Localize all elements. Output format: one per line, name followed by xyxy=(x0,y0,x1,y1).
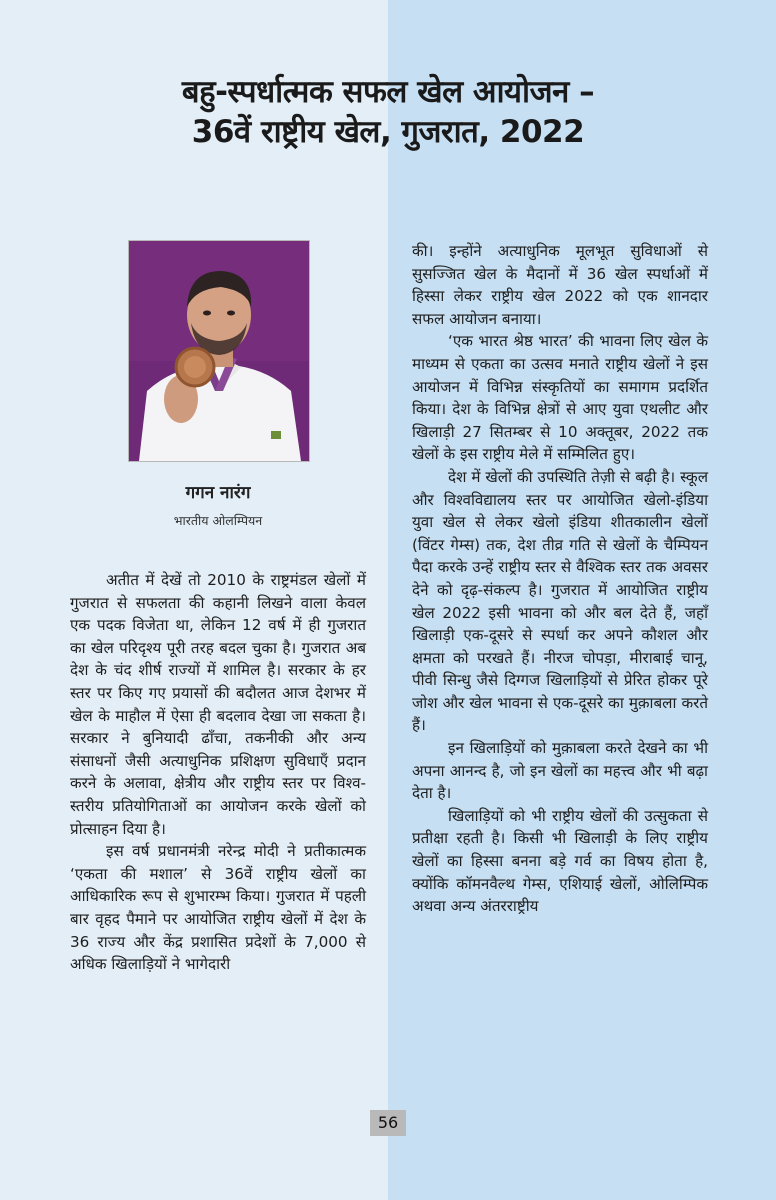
left-column xyxy=(70,569,366,976)
left-paragraph-2: इस वर्ष प्रधानमंत्री नरेन्द्र मोदी ने प्रतीकात्मक ‘एकता की मशाल’ से 36वें राष्ट्रीय खेलों का आधिकारिक रूप से शुभारम्भ किया। गुजरात में पहली बार वृहद पैमाने पर आयोजित राष्ट्रीय खेलों में देश के 36 राज्य और केंद्र प्रशासित प्रदेशों के 7,000 से अधिक खिलाड़ियों ने भागेदारी xyxy=(70,842,366,974)
article-title xyxy=(40,72,736,152)
caption-name: गगन नारंग xyxy=(185,483,251,503)
right-paragraph-3: देश में खेलों की उपस्थिति तेज़ी से बढ़ी है। स्कूल और विश्वविद्यालय स्तर पर आयोजित खेलो-इंडिया युवा खेल से लेकर खेलो इंडिया शीतकालीन खेलों (विंटर गेम्स) तक, देश तीव्र गति से खेलों के चैम्पियन पैदा करके उन्हें राष्ट्रीय स्तर से वैश्विक स्तर तक अवसर देने को दृढ़-संकल्प है। गुजरात में आयोजित राष्ट्रीय खेल 2022 इसी भावना को और बल देते हैं, जहाँ खिलाड़ी एक-दूसरे से स्पर्धा कर अपने कौशल और क्षमता को परखते हैं। नीरज चोपड़ा, मीराबाई चानू, पीवी सिन्धु जैसे दिग्गज खिलाड़ियों से प्रेरित होकर पूरे जोश और खेल भावना से एक-दूसरे का मुक़ाबला करते हैं। xyxy=(412,467,708,735)
portrait-illustration xyxy=(129,241,309,461)
right-paragraph-1: की। इन्होंने अत्याधुनिक मूलभूत सुविधाओं से सुसज्जित खेल के मैदानों में 36 खेल स्पर्धाओं में हिस्सा लेकर राष्ट्रीय खेल 2022 को एक शानदार सफल आयोजन बनाया। xyxy=(412,242,708,328)
right-paragraph-5: खिलाड़ियों को भी राष्ट्रीय खेलों की उत्सुकता से प्रतीक्षा रहती है। किसी भी खिलाड़ी के लिए राष्ट्रीय खेलों का हिस्सा बनना बड़े गर्व का विषय होता है, क्योंकि कॉमनवैल्थ गेम्स, एशियाई खेलों, ओलिम्पिक अथवा अन्य अंतरराष्ट्रीय xyxy=(412,806,708,916)
right-paragraph-4: इन खिलाड़ियों को मुक़ाबला करते देखने का भी अपना आनन्द है, जो इन खेलों का महत्त्व और भी बढ़ा देता है। xyxy=(412,739,708,803)
page-number: 56 xyxy=(370,1110,406,1136)
right-column xyxy=(412,240,708,918)
portrait-photo xyxy=(128,240,310,462)
article-title-line-1: बहु-स्पर्धात्मक सफल खेल आयोजन – xyxy=(181,74,595,110)
article-title-line-2: 36वें राष्ट्रीय खेल, गुजरात, 2022 xyxy=(191,114,585,150)
caption-role: भारतीय ओलम्पियन xyxy=(173,513,263,528)
right-paragraph-2: ‘एक भारत श्रेष्ठ भारत’ की भावना लिए खेल के माध्यम से एकता का उत्सव मनाते राष्ट्रीय खेलों ने इस आयोजन में विभिन्न संस्कृतियों का समागम प्रदर्शित किया। देश के विभिन्न क्षेत्रों से आए युवा एथलीट और खिलाड़ी 27 सितम्बर से 10 अक्तूबर, 2022 तक खेलों के इस राष्ट्रीय मेले में सम्मिलित हुए। xyxy=(412,332,708,464)
left-paragraph-1: अतीत में देखें तो 2010 के राष्ट्रमंडल खेलों में गुजरात से सफलता की कहानी लिखने वाला केवल एक पदक विजेता था, लेकिन 12 वर्ष में ही गुजरात का खेल परिदृश्य पूरी तरह बदल चुका है। गुजरात अब देश के चंद शीर्ष राज्यों में शामिल है। सरकार के हर स्तर पर किए गए प्रयासों की बदौलत आज देशभर में खेल के माहौल में ऐसा ही बदलाव देखा जा सकता है। सरकार ने बुनियादी ढाँचा, तकनीकी और अन्य संसाधनों जैसी अत्याधुनिक प्रशिक्षण सुविधाएँ प्रदान करने के अलावा, क्षेत्रीय और राष्ट्रीय स्तर पर विश्व-स्तरीय प्रतियोगिताओं का आयोजन करके खेलों को प्रोत्साहन दिया है। xyxy=(70,571,366,838)
